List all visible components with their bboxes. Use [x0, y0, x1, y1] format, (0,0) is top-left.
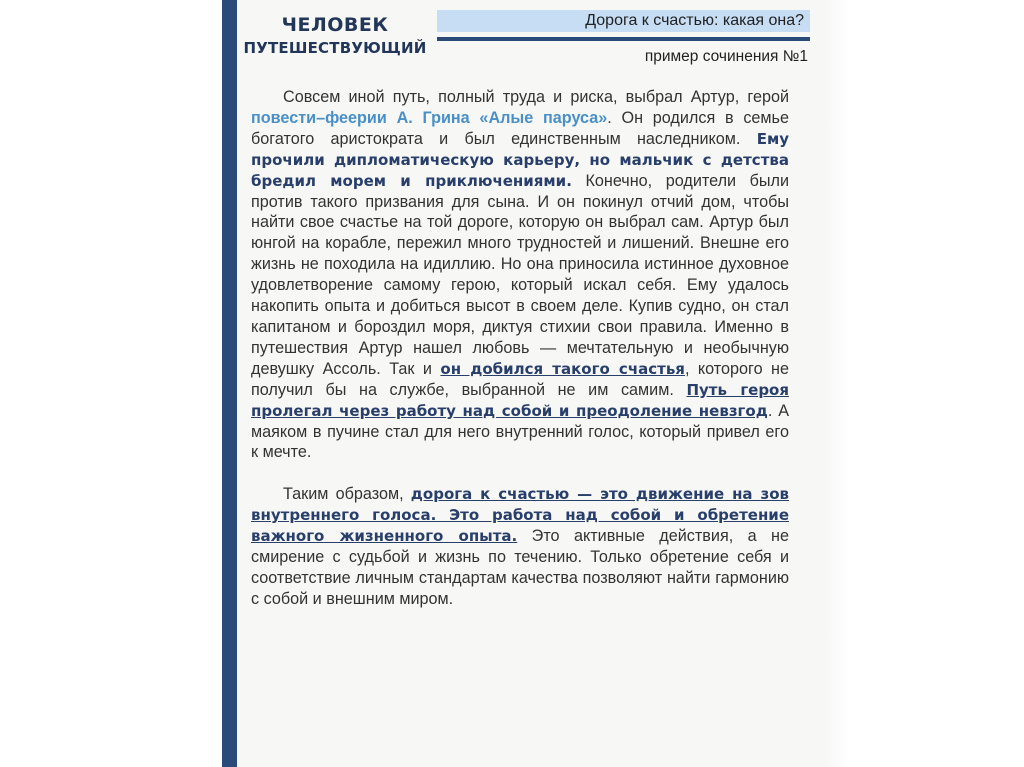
essay-text: . Он родился в семье богатого аристократа и был единственным наследником. — [251, 108, 789, 148]
highlight-key-phrase: Ему прочили дипломатическую карьеру, но мальчик с детства бредил морем и приключениями. — [251, 129, 789, 190]
highlight-key-phrase: Путь героя пролегал через работу над собой и преодоление невзгод — [251, 380, 789, 420]
essay-text: Это активные действия, а не смирение с судьбой и жизнь по течению. Только обретение себя и соответствие личным стандартам качества позволяют найти гармонию с собой и внешним миром. — [251, 527, 789, 608]
sample-label: пример сочинения №1 — [644, 48, 808, 65]
essay-text: Конечно, родители были против такого призвания для сына. И он покинул отчий дом, чтобы найти свое счастье на той дороге, которую он выбрал сам. Артур был юнгой на корабле, пережил много трудностей и лишений. Внешне его жизнь не походила на идиллию. Но она приносила истинное духовное удовлетворение самому герою, который искал себя. Ему удалось накопить опыта и добиться высот в своем деле. Купив судно, он стал капитаном и бороздил моря, диктуя стихии свои правила. Именно в путешествия Артур нашел любовь — мечтательную и необычную девушку Ассоль. Так и — [251, 171, 790, 378]
essay-text: Таким образом, — [283, 485, 411, 504]
highlight-key-phrase: он добился такого счастья — [440, 359, 685, 378]
topic-banner: Дорога к счастью: какая она? — [437, 10, 810, 32]
brand-title — [240, 14, 430, 60]
brand-title-line1: ЧЕЛОВЕК — [281, 14, 389, 36]
essay-body — [251, 87, 789, 610]
topic-divider — [437, 37, 810, 41]
highlight-work-title: повести–феерии А. Грина «Алые паруса» — [251, 108, 608, 127]
brand-title-line2: ПУТЕШЕСТВУЮЩИЙ — [243, 39, 427, 57]
highlight-conclusion: дорога к счастью — это движение на зов внутреннего голоса. Это работа над собой и обретение важного жизненного опыта. — [251, 485, 789, 546]
essay-text: , которого не получил бы на службе, выбранной не им самим. — [251, 359, 789, 399]
essay-paragraph-2 — [251, 484, 789, 609]
essay-text: Совсем иной путь, полный труда и риска, выбрал Артур, герой — [283, 88, 789, 106]
essay-paragraph-1 — [251, 87, 789, 463]
left-accent-bar — [222, 0, 237, 767]
essay-text: . А маяком в пучине стал для него внутренний голос, который привел его к мечте. — [251, 401, 789, 462]
